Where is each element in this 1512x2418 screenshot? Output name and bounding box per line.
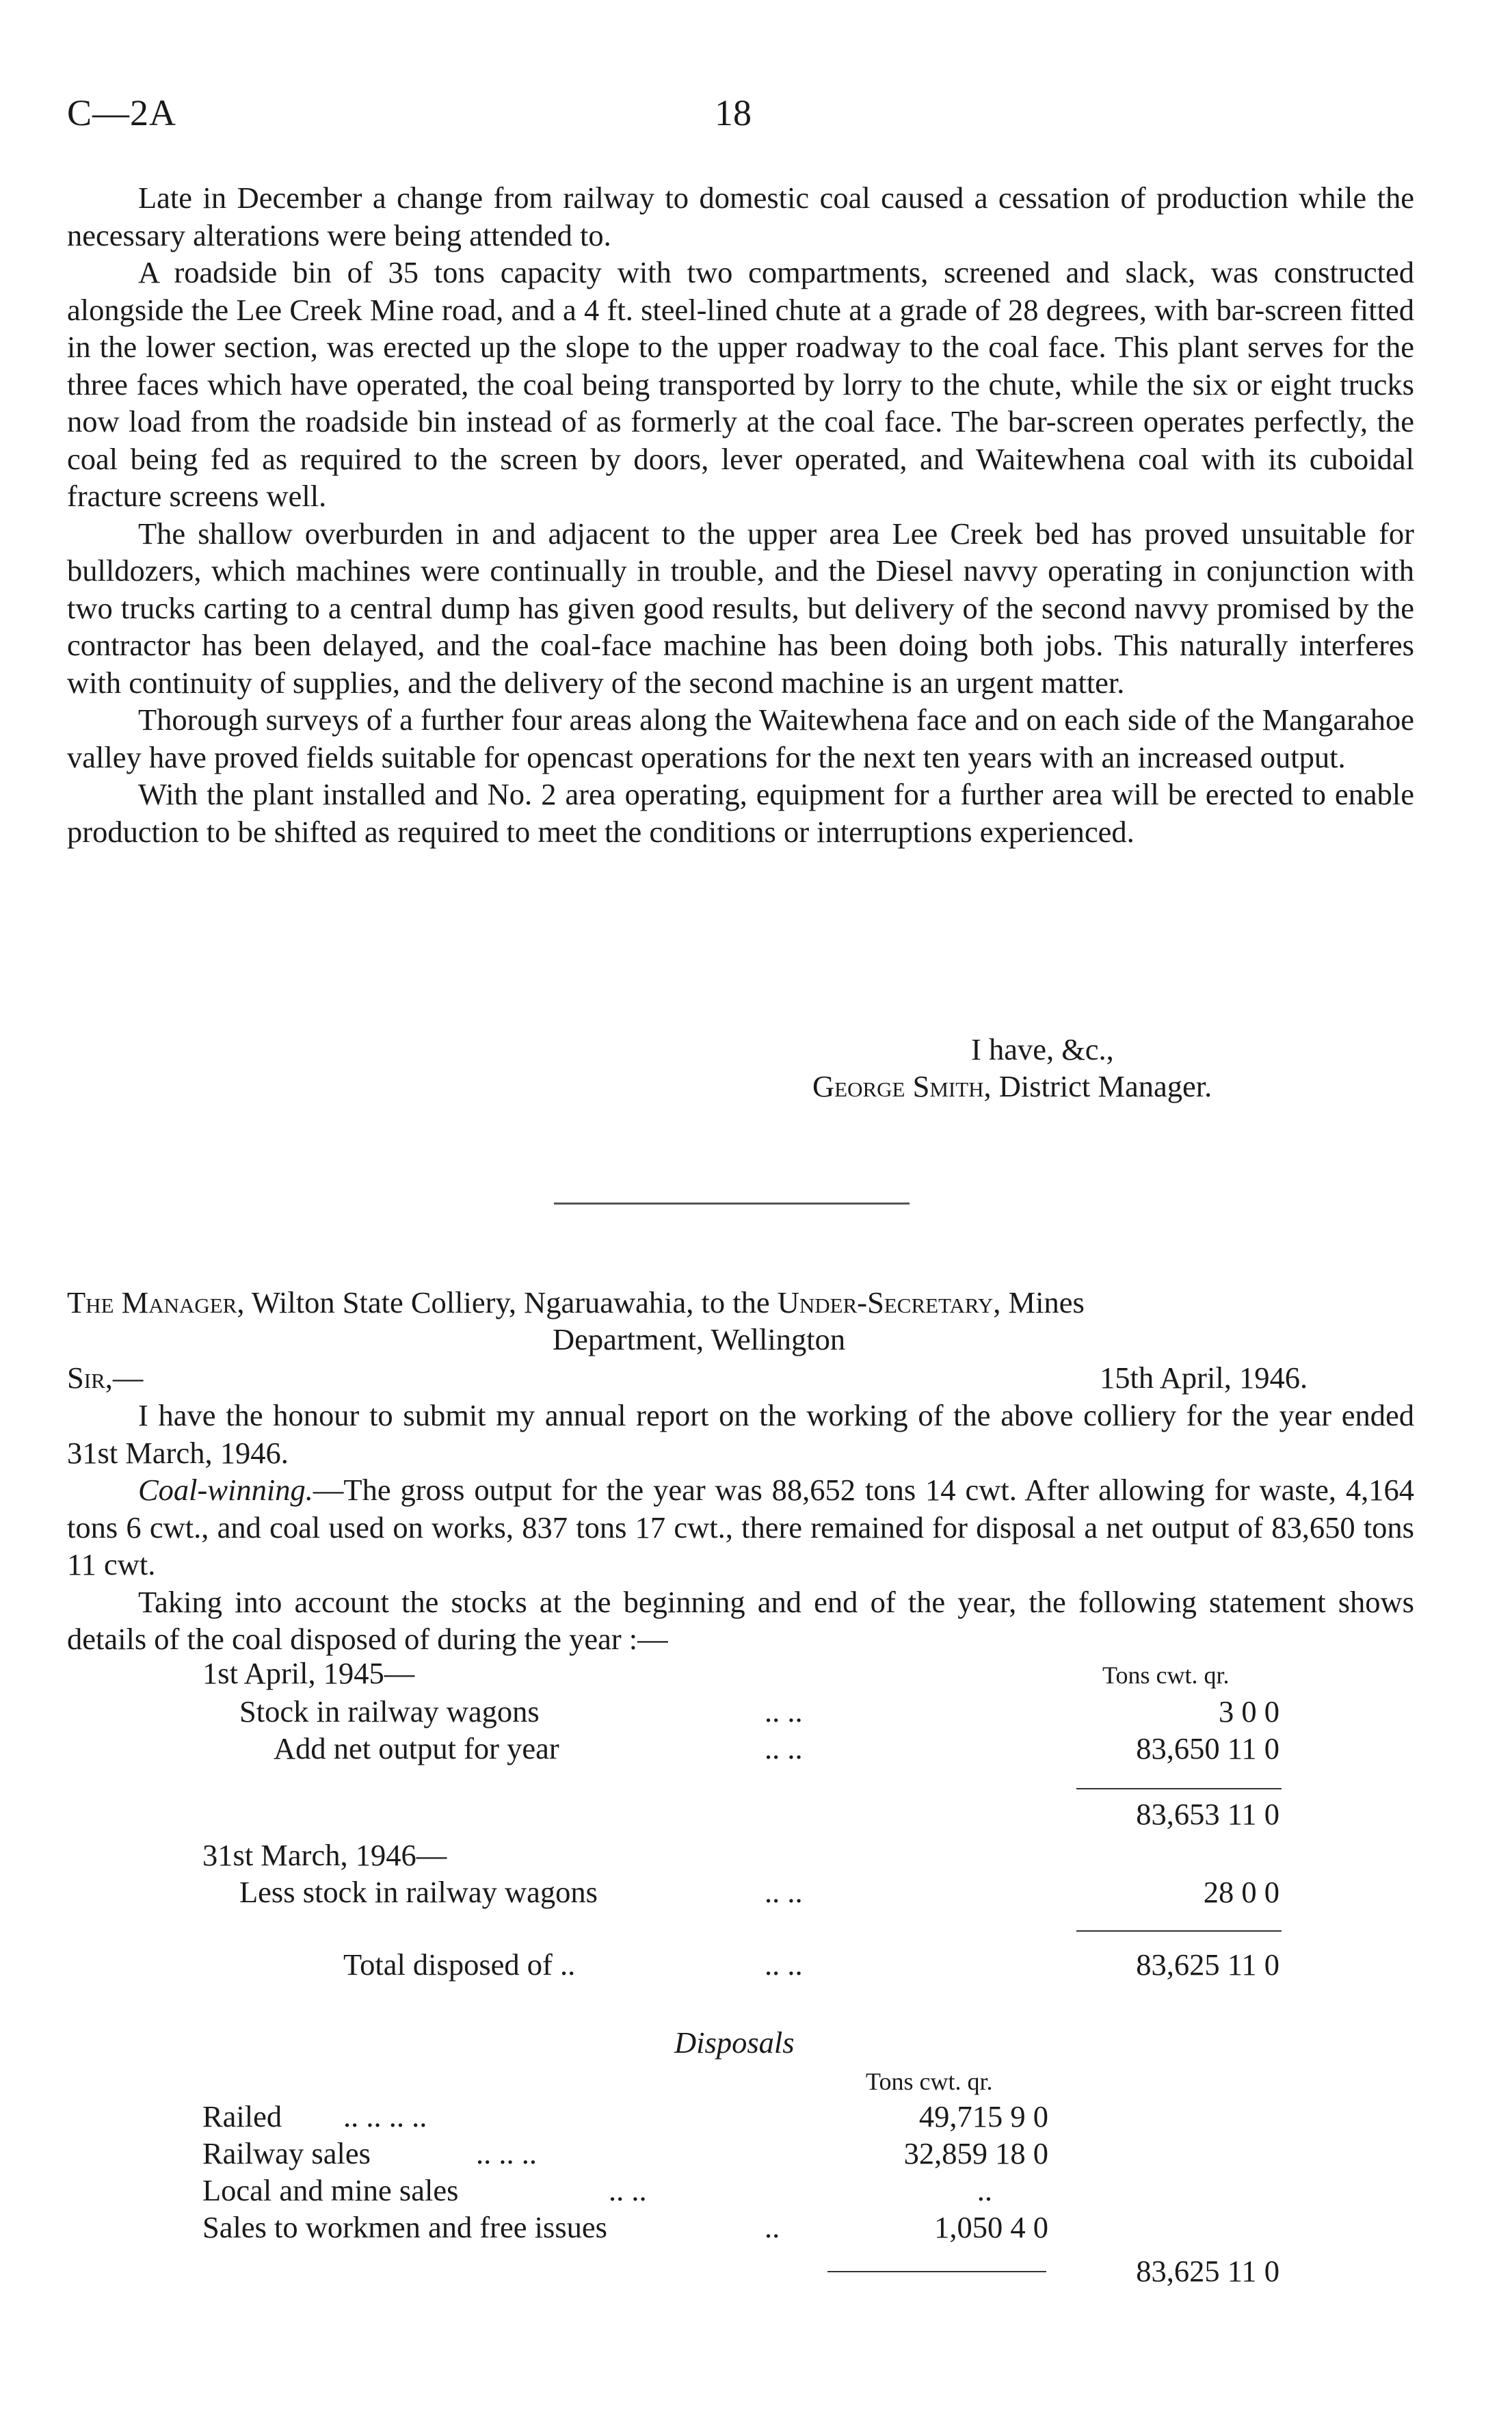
less-stock-dots: .. .. <box>765 1875 803 1909</box>
net-output-dots: .. .. <box>765 1731 803 1765</box>
total-disposed-value: 83,625 11 0 <box>1136 1947 1279 1982</box>
disposal-local-sales-label: Local and mine sales <box>202 2173 459 2207</box>
disposal-railway-sales-label: Railway sales <box>202 2136 371 2170</box>
total-rule <box>1076 1930 1282 1932</box>
stock-railway-value: 3 0 0 <box>1219 1694 1279 1729</box>
statement-date-1: 1st April, 1945— <box>202 1656 415 1690</box>
total-disposed-dots: .. .. <box>765 1947 803 1982</box>
statement-column-headers: Tons cwt. qr. <box>1102 1661 1230 1689</box>
address-mines: Mines <box>1008 1285 1085 1319</box>
stocks-paragraph: Taking into account the stocks at the beginning and end of the year, the following statement shows details of the coal disposed of during the year :— <box>67 1584 1414 1656</box>
net-output-label: Add net output for year <box>274 1731 559 1765</box>
section2-body <box>67 1397 1414 1658</box>
closing: I have, &c., <box>971 1032 1114 1066</box>
subtotal-rule <box>1076 1788 1282 1789</box>
paragraph-2: A roadside bin of 35 tons capacity with two compartments, screened and slack, was constructed alongside the Lee Creek Mine road, and a 4 ft. steel-lined chute at a grade of 28 degrees, with bar-screen fitted in the lower section, was erected up the slope to the upper roadway to the coal face. This plant serves for the three faces which have operated, the coal being transported by lorry to the chute, while the six or eight trucks now load from the roadside bin instead of as formerly at the coal face. The bar-screen operates perfectly, the coal being fed as required to the screen by doors, lever operated, and Waitewhena coal with its cuboidal fracture screens well. <box>67 255 1414 513</box>
disposals-total-value: 83,625 11 0 <box>1136 2254 1279 2288</box>
disposal-railway-sales-dots: .. .. .. <box>476 2136 537 2170</box>
page-number: 18 <box>715 92 752 133</box>
less-stock-label: Less stock in railway wagons <box>239 1875 598 1909</box>
disposals-rule <box>827 2271 1046 2272</box>
coal-winning-heading: Coal-winning. <box>138 1473 313 1507</box>
section-divider <box>554 1203 910 1205</box>
address-to: Under-Secretary, <box>777 1285 1001 1319</box>
subtotal-value: 83,653 11 0 <box>1136 1797 1279 1831</box>
total-disposed-label: Total disposed of .. <box>343 1947 576 1982</box>
disposals-column-headers: Tons cwt. qr. <box>866 2068 993 2095</box>
paragraph-4: Thorough surveys of a further four areas along the Waitewhena face and on each side of the Mangarahoe valley have proved fields suitable for opencast operations for the next ten years with an increased output. <box>67 702 1414 774</box>
disposal-workmen-value: 1,050 4 0 <box>934 2210 1048 2244</box>
statement-date-2: 31st March, 1946— <box>202 1838 447 1872</box>
intro-paragraph: I have the honour to submit my annual report on the working of the above colliery for the year ended 31st March, 1946. <box>67 1398 1414 1470</box>
disposal-local-sales-dots: .. .. <box>609 2173 647 2207</box>
stock-railway-label: Stock in railway wagons <box>239 1694 540 1729</box>
paragraph-5: With the plant installed and No. 2 area operating, equipment for a further area will be erected to enable production to be shifted as required to meet the conditions or interruptions experienced. <box>67 777 1414 849</box>
stock-railway-dots: .. .. <box>765 1694 803 1729</box>
signature-title: District Manager. <box>998 1069 1212 1103</box>
section1-body <box>67 179 1414 850</box>
salutation: Sir,— <box>67 1361 144 1395</box>
paragraph-3: The shallow overburden in and adjacent to the upper area Lee Creek bed has proved unsuitable for bulldozers, which machines were continually in trouble, and the Diesel navvy operating in conjunction with two trucks carting to a central dump has given good results, but delivery of the second navvy promised by the contractor has been delayed, and the coal-face machine has been doing both jobs. This naturally interferes with continuity of supplies, and the delivery of the second machine is an urgent matter. <box>67 516 1414 700</box>
paragraph-1: Late in December a change from railway to domestic coal caused a cessation of production while the necessary alterations were being attended to. <box>67 181 1414 252</box>
signature <box>812 1068 1212 1104</box>
net-output-value: 83,650 11 0 <box>1136 1731 1279 1765</box>
address-line-2: Department, Wellington <box>553 1322 846 1356</box>
address-colliery: Wilton State Colliery, Ngaruawahia, to the <box>251 1285 770 1319</box>
signature-name: George Smith, <box>812 1069 992 1103</box>
disposal-workmen-label: Sales to workmen and free issues <box>202 2210 607 2244</box>
coal-winning-text: —The gross output for the year was 88,652 tons 14 cwt. After allowing for waste, 4,164 tons 6 cwt., and coal used on works, 837 tons 17 cwt., there remained for disposal a net output of 83,650 tons 11 cwt. <box>67 1473 1414 1581</box>
disposal-railed-dots: .. .. .. .. <box>343 2099 427 2133</box>
address-from: The Manager, <box>67 1285 245 1319</box>
disposal-railed-value: 49,715 9 0 <box>918 2099 1048 2133</box>
coal-winning-paragraph <box>67 1471 1414 1583</box>
disposals-heading: Disposals <box>674 2025 795 2060</box>
address-line-1 <box>67 1285 1085 1320</box>
disposal-railway-sales-value: 32,859 18 0 <box>903 2136 1048 2170</box>
disposal-railed-label: Railed <box>202 2099 282 2133</box>
less-stock-value: 28 0 0 <box>1203 1875 1279 1909</box>
document-reference: C—2A <box>67 92 177 133</box>
disposal-workmen-dots: .. <box>765 2210 780 2244</box>
letter-date: 15th April, 1946. <box>1100 1361 1308 1395</box>
disposal-local-sales-value: .. <box>977 2173 992 2207</box>
